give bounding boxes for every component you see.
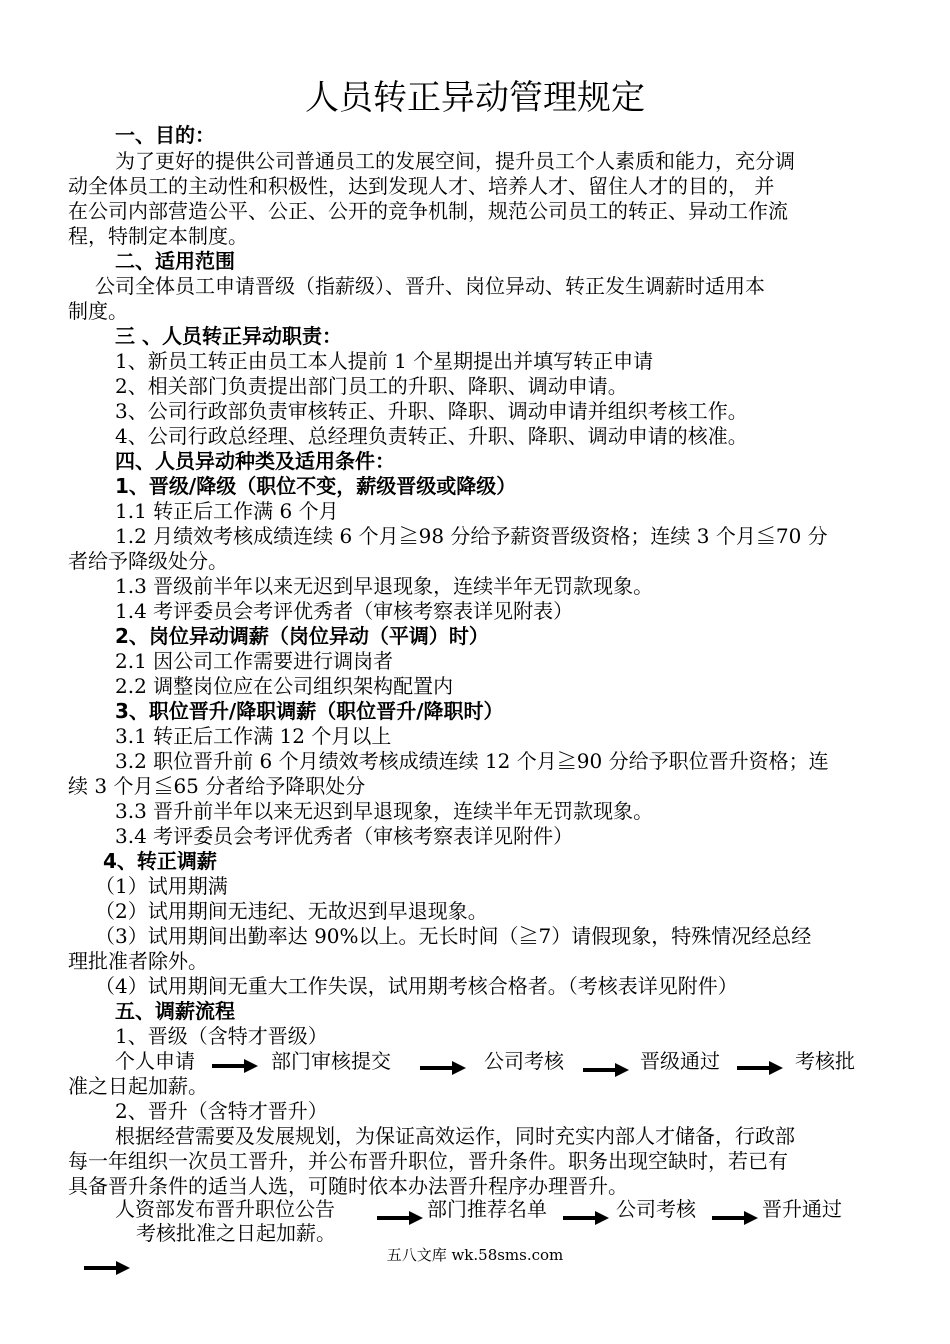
paragraph-line: 准之日起加薪。 [68,1074,208,1098]
section-5-heading: 五、调薪流程 [115,999,235,1023]
document-title: 人员转正异动管理规定 [305,78,645,118]
flow-1-label: 1、晋级（含特才晋级） [115,1024,328,1048]
list-item: 3.4 考评委员会考评优秀者（审核考察表详见附件） [115,824,574,848]
flow-step: 晋升通过 [762,1197,842,1221]
list-item: 2.2 调整岗位应在公司组织架构配置内 [115,674,454,698]
flow-step: 考核批 [795,1049,855,1073]
arrow-right-icon [420,1061,466,1075]
section-2-heading: 二、适用范围 [115,249,235,273]
arrow-right-icon [583,1063,629,1077]
flow-step: 人资部发布晋升职位公告 [115,1197,335,1221]
section-4-heading: 四、人员异动种类及适用条件： [115,449,395,473]
arrow-right-icon [377,1211,423,1225]
paragraph-line: 公司全体员工申请晋级（指薪级）、晋升、岗位异动、转正发生调薪时适用本 [95,274,765,298]
list-item: （3）试用期间出勤率达 90%以上。无长时间（≧7）请假现象，特殊情况经总经 [95,924,812,948]
subsection-3-heading: 3、职位晋升/降职调薪（职位晋升/降职时） [115,699,504,723]
arrow-right-icon [737,1061,783,1075]
flow-step: 公司考核 [616,1197,696,1221]
flow-step: 部门推荐名单 [427,1197,547,1221]
list-item: 1.3 晋级前半年以来无迟到早退现象，连续半年无罚款现象。 [115,574,654,598]
list-item: （1）试用期满 [95,874,228,898]
list-item: 2、相关部门负责提出部门员工的升职、降职、调动申请。 [115,374,628,398]
flow-2-label: 2、晋升（含特才晋升） [115,1099,328,1123]
subsection-2-heading: 2、岗位异动调薪（岗位异动（平调）时） [115,624,489,648]
paragraph-line: 制度。 [68,299,128,323]
paragraph-line: 考核批准之日起加薪。 [136,1221,336,1245]
list-item: 续 3 个月≦65 分者给予降职处分 [68,774,366,798]
list-item: 1、新员工转正由员工本人提前 1 个星期提出并填写转正申请 [115,349,654,373]
arrow-right-icon [212,1059,258,1073]
arrow-right-icon [712,1211,758,1225]
paragraph-line: 每一年组织一次员工晋升，并公布晋升职位，晋升条件。职务出现空缺时，若已有 [68,1149,788,1173]
paragraph-line: 在公司内部营造公平、公正、公开的竞争机制，规范公司员工的转正、异动工作流 [68,199,788,223]
list-item: 2.1 因公司工作需要进行调岗者 [115,649,394,673]
arrow-right-icon [84,1261,130,1275]
footer-watermark: 五八文库 wk.58sms.com [386,1246,564,1264]
list-item: 1.1 转正后工作满 6 个月 [115,499,339,523]
subsection-4-heading: 4、转正调薪 [103,849,217,873]
subsection-1-heading: 1、晋级/降级（职位不变，薪级晋级或降级） [115,474,517,498]
flow-step: 部门审核提交 [271,1049,391,1073]
list-item: 3.2 职位晋升前 6 个月绩效考核成绩连续 12 个月≧90 分给予职位晋升资格；连 [115,749,829,773]
list-item: 理批准者除外。 [68,949,208,973]
list-item: 者给予降级处分。 [68,549,228,573]
flow-step: 公司考核 [484,1049,564,1073]
list-item: 1.4 考评委员会考评优秀者（审核考察表详见附表） [115,599,574,623]
arrow-right-icon [563,1211,609,1225]
list-item: （2）试用期间无违纪、无故迟到早退现象。 [95,899,488,923]
paragraph-line: 为了更好的提供公司普通员工的发展空间，提升员工个人素质和能力，充分调 [115,149,795,173]
flow-step: 个人申请 [115,1049,195,1073]
paragraph-line: 程，特制定本制度。 [68,224,248,248]
list-item: 3.3 晋升前半年以来无迟到早退现象，连续半年无罚款现象。 [115,799,654,823]
list-item: 3.1 转正后工作满 12 个月以上 [115,724,392,748]
list-item: 1.2 月绩效考核成绩连续 6 个月≧98 分给予薪资晋级资格；连续 3 个月≦70 分 [115,524,828,548]
list-item: （4）试用期间无重大工作失误，试用期考核合格者。（考核表详见附件） [95,974,738,998]
paragraph-line: 具备晋升条件的适当人选，可随时依本办法晋升程序办理晋升。 [68,1174,628,1198]
section-3-heading: 三 、人员转正异动职责： [115,324,342,348]
paragraph-line: 根据经营需要及发展规划，为保证高效运作，同时充实内部人才储备，行政部 [115,1124,795,1148]
flow-step: 晋级通过 [640,1049,720,1073]
list-item: 4、公司行政总经理、总经理负责转正、升职、降职、调动申请的核准。 [115,424,748,448]
paragraph-line: 动全体员工的主动性和积极性，达到发现人才、培养人才、留住人才的目的， 并 [68,174,775,198]
list-item: 3、公司行政部负责审核转正、升职、降职、调动申请并组织考核工作。 [115,399,748,423]
section-1-heading: 一、目的： [115,123,215,147]
